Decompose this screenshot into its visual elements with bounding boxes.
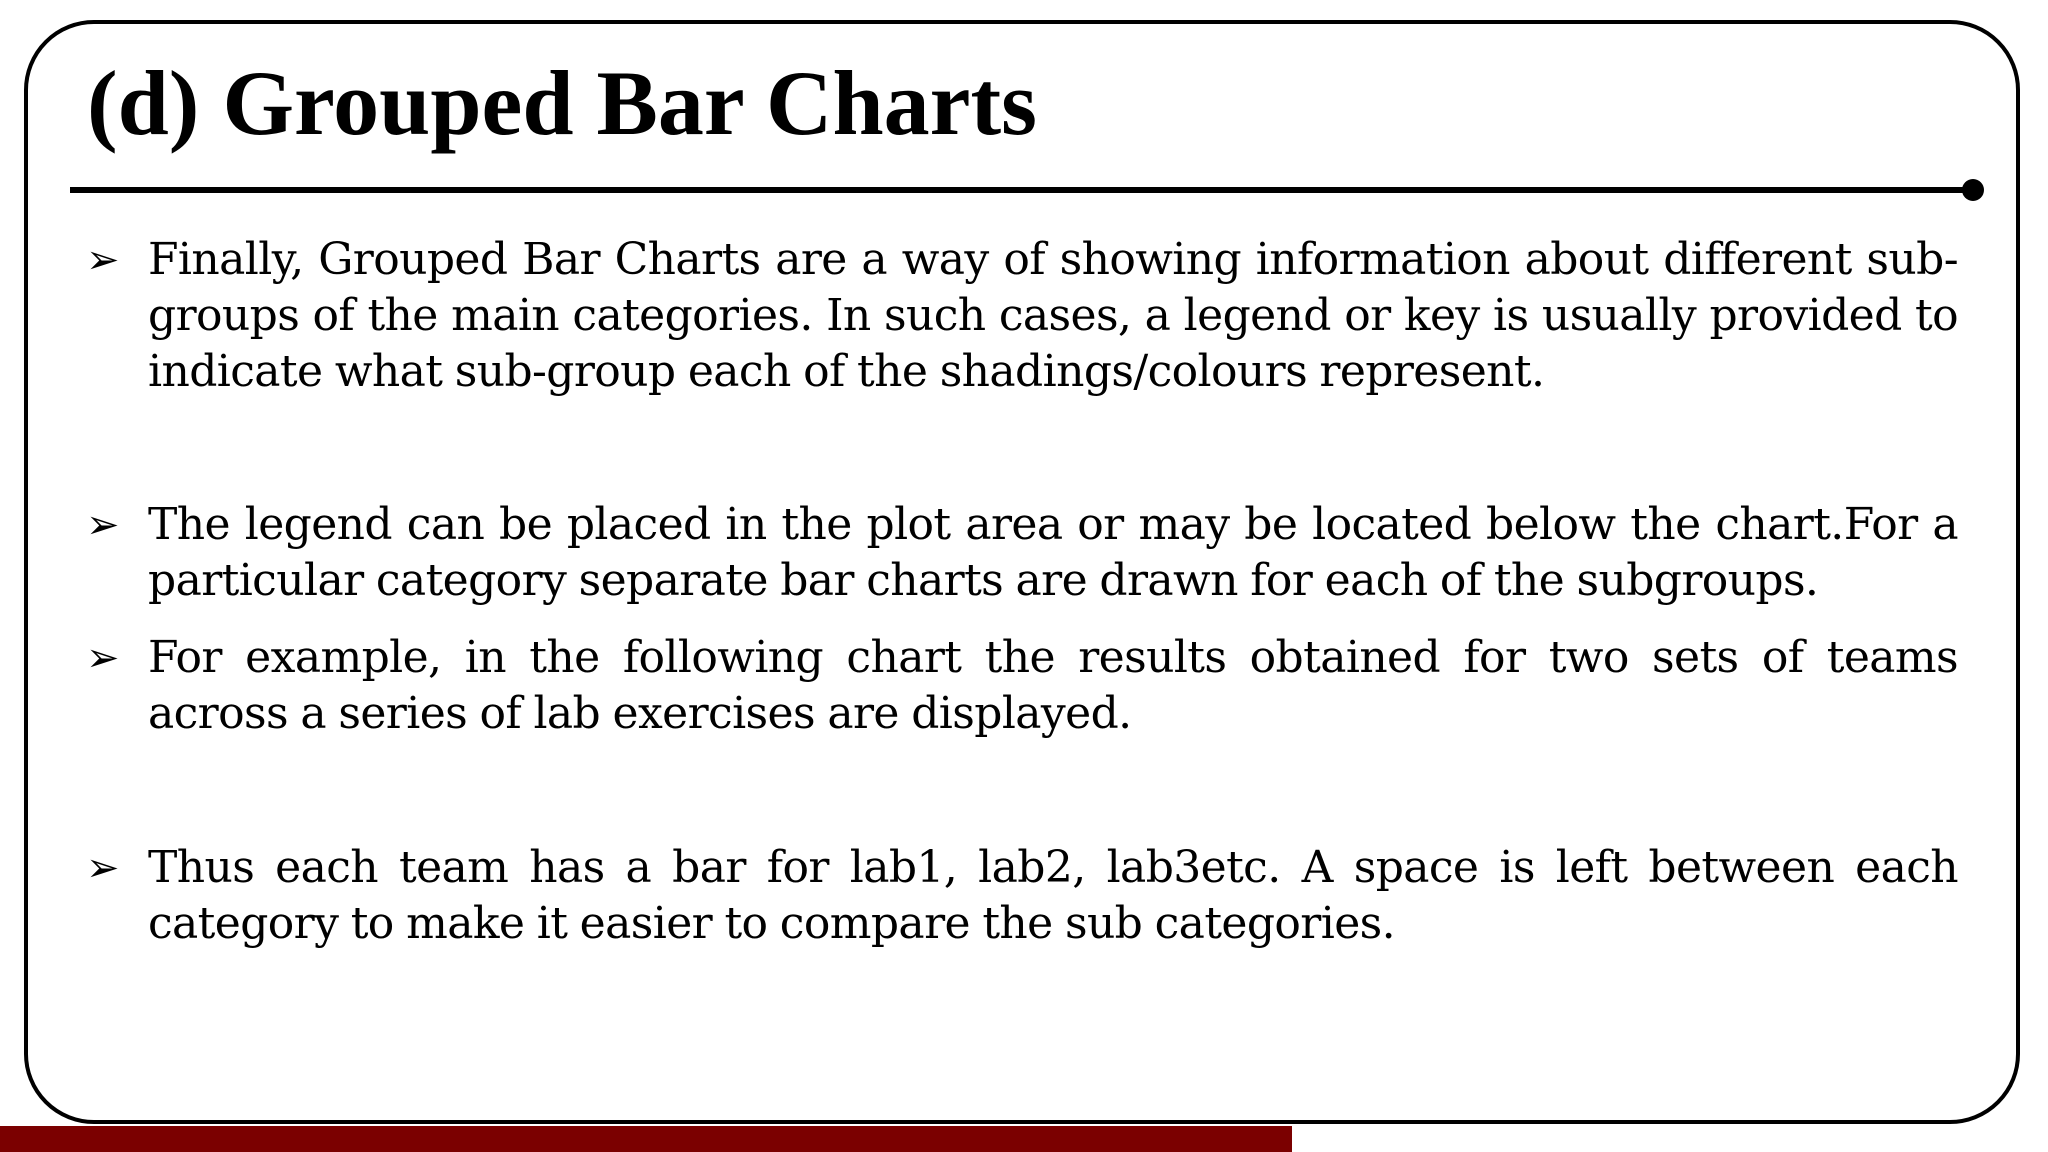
bullet-item — [86, 630, 1958, 742]
arrow-bullet-icon: ➢ — [86, 845, 120, 891]
bullet-text: Finally, Grouped Bar Charts are a way of showing information about different sub-groups of the main categories. In such cases, a legend or key is usually provided to indicate what sub-group each of the shadings/colours represent. — [148, 234, 1958, 397]
arrow-bullet-icon: ➢ — [86, 635, 120, 681]
bullet-item — [86, 232, 1958, 400]
slide-title: (d) Grouped Bar Charts — [87, 52, 1037, 154]
title-divider-endpoint — [1962, 179, 1984, 201]
bullet-text: For example, in the following chart the results obtained for two sets of teams across a series of lab exercises are displayed. — [148, 632, 1958, 739]
title-divider — [70, 187, 1972, 193]
footer-accent-bar — [0, 1126, 1292, 1152]
bullet-text: Thus each team has a bar for lab1, lab2, lab3etc. A space is left between each category to make it easier to compare the sub categories. — [148, 842, 1958, 949]
bullet-item — [86, 840, 1958, 952]
bullet-item — [86, 497, 1958, 609]
arrow-bullet-icon: ➢ — [86, 502, 120, 548]
arrow-bullet-icon: ➢ — [86, 237, 120, 283]
bullet-text: The legend can be placed in the plot area or may be located below the chart.For a particular category separate bar charts are drawn for each of the subgroups. — [148, 499, 1958, 606]
